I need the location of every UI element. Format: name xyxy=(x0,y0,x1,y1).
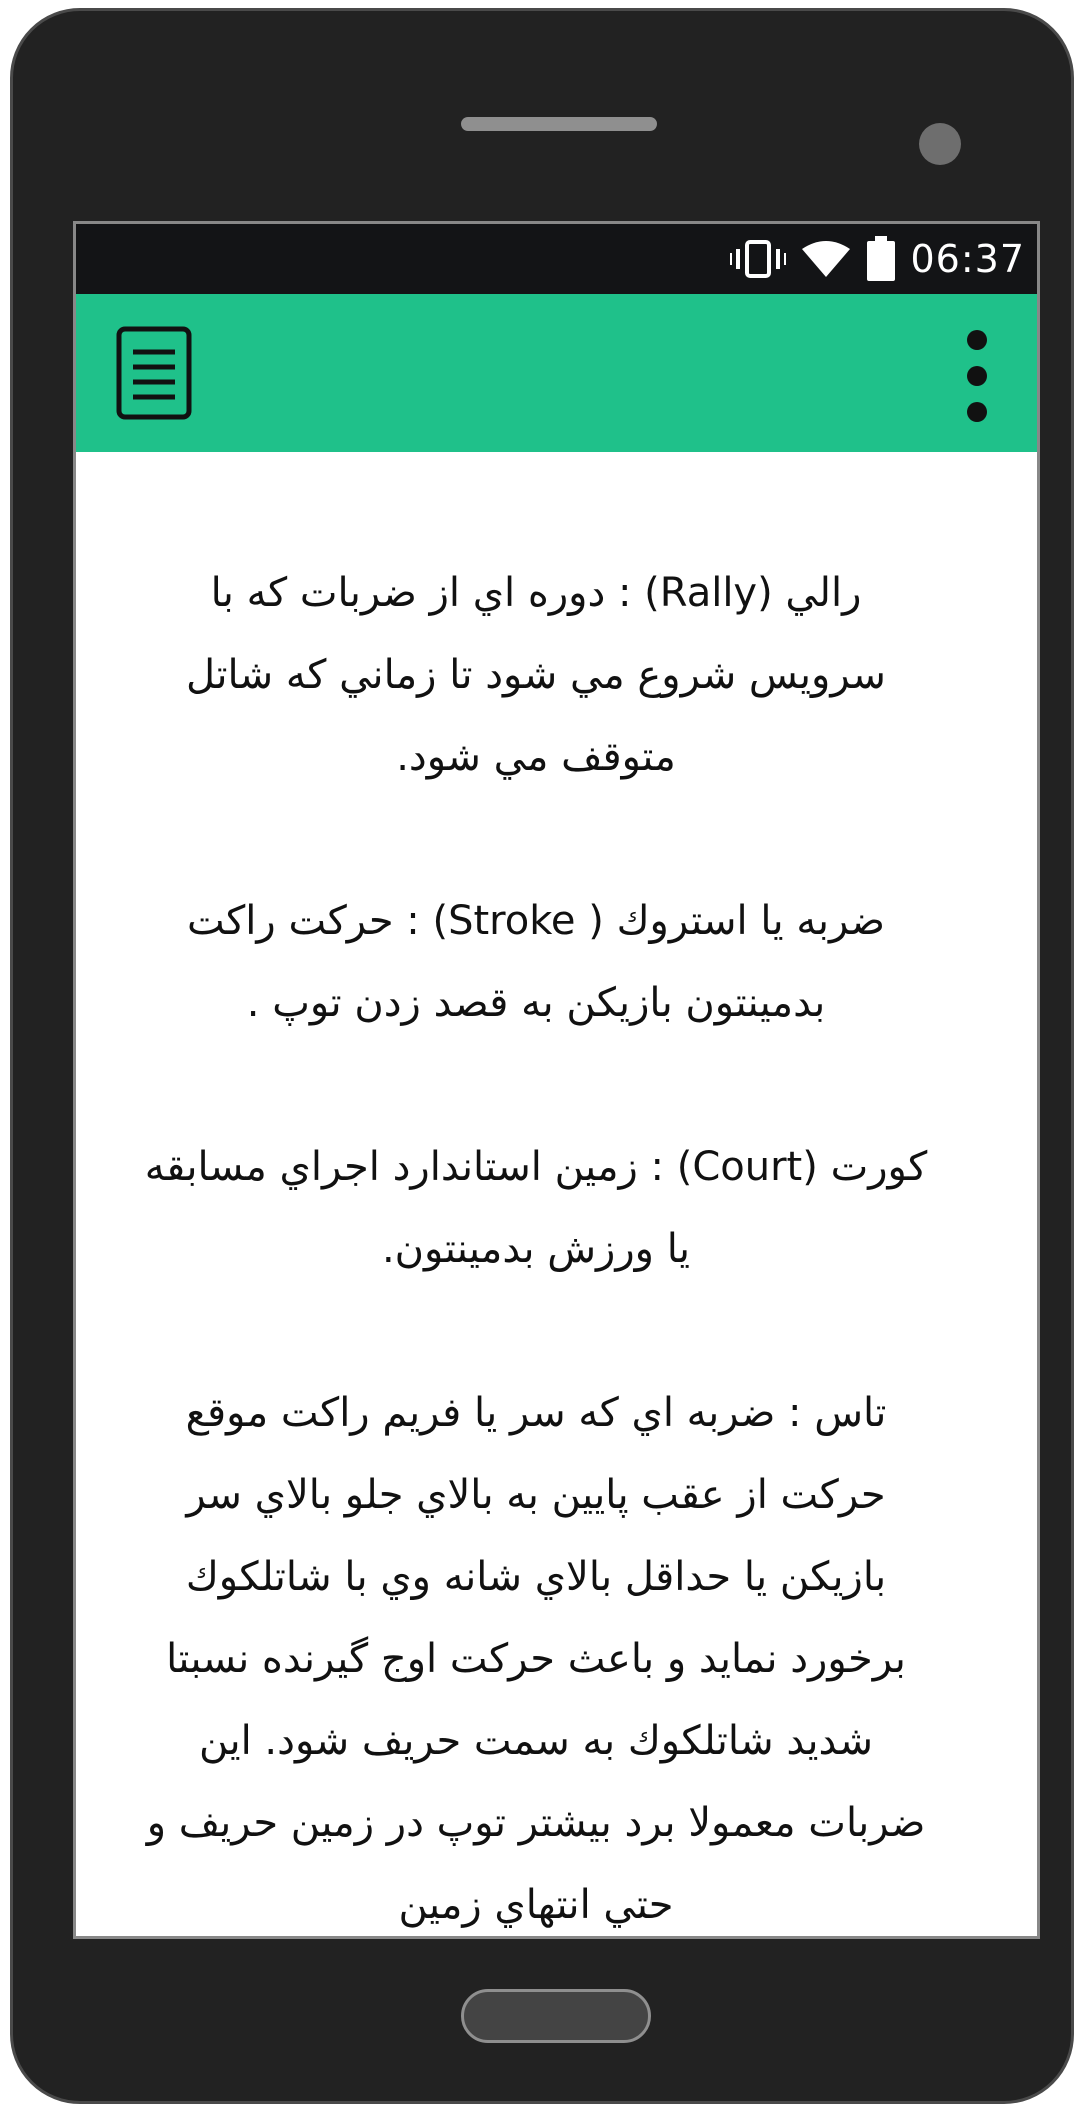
more-vertical-icon[interactable] xyxy=(957,330,997,422)
vibrate-icon xyxy=(730,239,786,279)
content-area[interactable] xyxy=(76,452,1037,1939)
status-icons xyxy=(730,224,1025,294)
wifi-icon xyxy=(800,239,852,279)
status-bar xyxy=(76,224,1037,294)
content-text xyxy=(136,552,936,1939)
front-camera xyxy=(919,123,961,165)
app-bar xyxy=(76,294,1037,452)
screen xyxy=(73,221,1040,1939)
paragraph-rally: رالي (Rally) : دوره اي از ضربات كه با سرويس شروع مي شود تا زماني كه شاتل متوقف مي شود. xyxy=(186,570,886,780)
status-time: 06:37 xyxy=(910,237,1025,281)
paragraph-stroke: ضربه يا استروك ( Stroke) : حركت راكت بدمينتون بازيكن به قصد زدن توپ . xyxy=(186,898,885,1026)
paragraph-toss: تاس : ضربه اي كه سر يا فريم راكت موقع حركت از عقب پايين به بالاي جلو بالاي سر بازيكن يا حداقل بالاي شانه وي با شاتلكوك برخورد نمايد و باعث حركت اوج گيرنده نسبتا شديد شاتلكوك به سمت حريف شود. اين ضربات معمولا برد بيشتر توپ در زمين حريف و حتي انتهاي زمين xyxy=(146,1390,926,1928)
phone-frame xyxy=(10,8,1074,2104)
paragraph-court: كورت (Court) : زمين استاندارد اجراي مسابقه يا ورزش بدمينتون. xyxy=(144,1144,928,1272)
battery-icon xyxy=(866,236,896,282)
document-list-icon[interactable] xyxy=(116,326,192,420)
home-button[interactable] xyxy=(461,1989,651,2043)
earpiece-speaker xyxy=(461,117,657,131)
